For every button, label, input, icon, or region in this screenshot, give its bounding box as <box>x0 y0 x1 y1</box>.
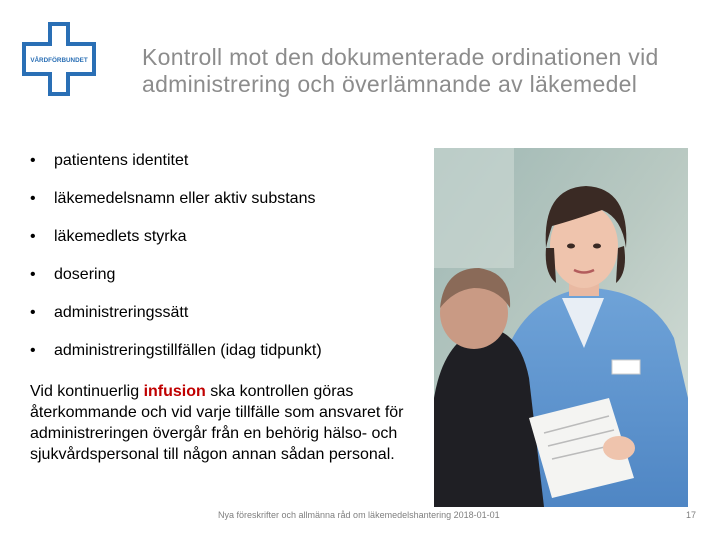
list-item <box>30 341 322 379</box>
nurse-patient-photo <box>434 148 688 507</box>
footer-text: Nya föreskrifter och allmänna råd om läkemedelshantering 2018-01-01 <box>218 510 500 520</box>
infusion-note <box>30 381 410 465</box>
slide-title: Kontroll mot den dokumenterade ordinationen vid administrering och överlämnande av läkemedel <box>142 44 659 97</box>
bullet-list <box>30 151 322 379</box>
list-item-text: läkemedelsnamn eller aktiv substans <box>54 190 316 207</box>
bullet-dot: • <box>30 342 36 359</box>
bullet-dot: • <box>30 266 36 283</box>
vardforbundet-logo <box>22 22 96 96</box>
list-item-text: patientens identitet <box>54 152 189 169</box>
photo-illustration <box>434 148 688 507</box>
svg-text:VÅRDFÖRBUNDET: VÅRDFÖRBUNDET <box>30 57 88 64</box>
bullet-dot: • <box>30 190 36 207</box>
list-item <box>30 189 322 227</box>
note-highlight: infusion <box>143 383 206 400</box>
bullet-dot: • <box>30 228 36 245</box>
note-text-after: ska kontrollen göras återkommande och vid varje tillfälle som ansvaret för administreringen övergår från en behörig hälso- och sjukvårdspersonal till någon annan sådan personal. <box>30 383 404 463</box>
list-item <box>30 303 322 341</box>
cross-logo-icon <box>22 22 96 96</box>
list-item <box>30 227 322 265</box>
page-number: 17 <box>686 510 697 520</box>
bullet-dot: • <box>30 304 36 321</box>
list-item <box>30 265 322 303</box>
list-item <box>30 151 322 189</box>
list-item-text: läkemedlets styrka <box>54 228 187 245</box>
list-item-text: dosering <box>54 266 116 283</box>
note-text-before: Vid kontinuerlig <box>30 383 144 400</box>
list-item-text: administreringssätt <box>54 304 189 321</box>
bullet-dot: • <box>30 152 36 169</box>
list-item-text: administreringstillfällen (idag tidpunkt) <box>54 342 322 359</box>
